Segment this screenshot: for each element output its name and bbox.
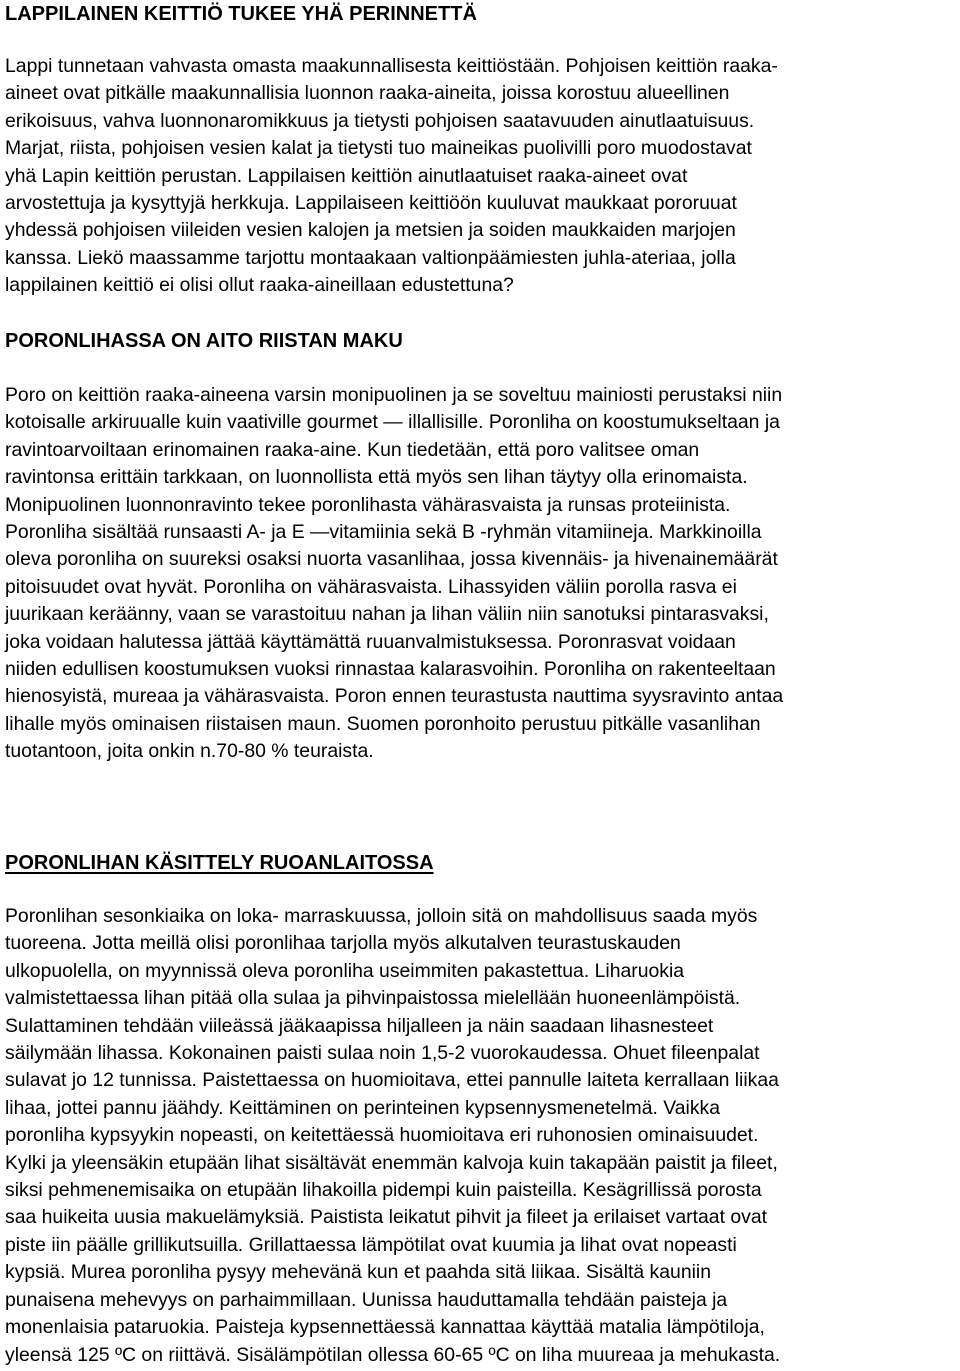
text-line: ulkopuolella, on myynnissä oleva poronliha useimmiten pakastettua. Liharuokia xyxy=(5,959,685,982)
text-line: monenlaisia pataruokia. Paisteja kypsennettäessä kannattaa käyttää matalia lämpötiloja, xyxy=(5,1316,765,1339)
section-paragraph-poronlihassa xyxy=(5,382,783,766)
text-line: lappilainen keittiö ei olisi ollut raaka-aineillaan edustettuna? xyxy=(5,274,514,297)
text-line: aineet ovat pitkälle maakunnallisia luonnon raaka-aineita, joissa korostuu alueellinen xyxy=(5,82,730,105)
text-line: piste iin päälle grillikutsuilla. Grillattaessa lämpötilat ovat kuumia ja lihat ovat nopeasti xyxy=(5,1233,737,1256)
text-line: siksi pehmenemisaika on etupään lihakoilla pidempi kuin paisteilla. Kesägrillissä porosta xyxy=(5,1179,762,1202)
text-line: tuotantoon, joita onkin n.70-80 % teuraista. xyxy=(5,740,374,763)
section-paragraph-kasittely xyxy=(5,903,780,1369)
text-line: arvostettuja ja kysyttyjä herkkuja. Lappilaiseen keittiöön kuuluvat maukkaat pororuuat xyxy=(5,192,737,215)
text-line: joka voidaan halutessa jättää käyttämättä ruuanvalmistuksessa. Poronrasvat voidaan xyxy=(5,630,736,653)
text-line: tuoreena. Jotta meillä olisi poronlihaa tarjolla myös alkutalven teurastuskauden xyxy=(5,932,681,955)
text-line: säilymään lihassa. Kokonainen paisti sulaa noin 1,5-2 vuorokaudessa. Ohuet fileenpalat xyxy=(5,1042,760,1065)
text-line: Lappi tunnetaan vahvasta omasta maakunnallisesta keittiöstään. Pohjoisen keittiön raaka- xyxy=(5,55,778,77)
text-line: yhdessä pohjoisen viileiden vesien kalojen ja metsien ja soiden maukkaiden marjojen xyxy=(5,219,736,242)
text-line: pitoisuudet ovat hyvät. Poronliha on vähärasvaista. Lihassyiden väliin porolla rasva ei xyxy=(5,575,737,598)
text-line: Poro on keittiön raaka-aineena varsin monipuolinen ja se soveltuu mainiosti perustaksi niin xyxy=(5,384,783,406)
text-line: Monipuolinen luonnonravinto tekee poronlihasta vähärasvaista ja runsas proteiinista. xyxy=(5,493,731,516)
text-line: Kylki ja yleensäkin etupään lihat sisältävät enemmän kalvoja kuin takapään paistit ja fileet, xyxy=(5,1151,778,1174)
text-line: Sulattaminen tehdään viileässä jääkaapissa hiljalleen ja näin saadaan lihasnesteet xyxy=(5,1014,714,1037)
text-line: ravintonsa erittäin tarkkaan, on luonnollista että myös sen lihan täytyy olla erinomaista. xyxy=(5,466,748,489)
text-line: punaisena mehevyys on parhaimmillaan. Uunissa hauduttamalla tehdään paisteja ja xyxy=(5,1288,728,1311)
text-line: kypsiä. Murea poronliha pysyy mehevänä kun et paahda sitä liikaa. Sisältä kauniin xyxy=(5,1261,712,1284)
section-heading-poronlihassa: PORONLIHASSA ON AITO RIISTAN MAKU xyxy=(5,330,403,352)
section-paragraph-keittio xyxy=(5,53,778,300)
section-heading-kasittely: PORONLIHAN KÄSITTELY RUOANLAITOSSA xyxy=(5,852,434,874)
text-line: lihaa, jottei pannu jäähdy. Keittäminen on perinteinen kypsennysmenetelmä. Vaikka xyxy=(5,1096,721,1119)
text-line: erikoisuus, vahva luonnonaromikkuus ja tietysti pohjoisen saatavuuden ainutlaatuisuus. xyxy=(5,109,755,132)
text-line: kotoisalle arkiruualle kuin vaativille gourmet — illallisille. Poronliha on koostumukseltaan ja xyxy=(5,411,780,434)
text-line: juurikaan keräänny, vaan se varastoituu nahan ja lihan väliin niin sanotuksi pintarasvaksi, xyxy=(5,603,769,626)
text-line: sulavat jo 12 tunnissa. Paistettaessa on huomioitava, ettei pannulle laiteta kerrallaan liikaa xyxy=(5,1069,779,1092)
text-line: ravintoarvoiltaan erinomainen raaka-aine. Kun tiedetään, että poro valitsee oman xyxy=(5,438,700,461)
section-heading-keittio: LAPPILAINEN KEITTIÖ TUKEE YHÄ PERINNETTÄ xyxy=(5,3,477,25)
text-line: Poronlihan sesonkiaika on loka- marraskuussa, jolloin sitä on mahdollisuus saada myös xyxy=(5,905,758,927)
text-line: poronliha kypsyykin nopeasti, on keitettäessä huomioitava eri ruhonosien ominaisuudet. xyxy=(5,1124,759,1147)
text-line: saa huikeita uusia makuelämyksiä. Paistista leikatut pihvit ja fileet ja erilaiset vartaat ovat xyxy=(5,1206,767,1229)
text-line: valmistettaessa lihan pitää olla sulaa ja pihvinpaistossa mielellään huoneenlämpöistä. xyxy=(5,987,741,1010)
text-line: Marjat, riista, pohjoisen vesien kalat ja tietysti tuo maineikas puolivilli poro muodostavat xyxy=(5,137,752,160)
text-line: kanssa. Liekö maassamme tarjottu montaakaan valtionpäämiesten juhla-ateriaa, jolla xyxy=(5,246,736,269)
text-line: yhä Lapin keittiön perustan. Lappilaisen keittiön ainutlaatuiset raaka-aineet ovat xyxy=(5,164,688,187)
text-line: yleensä 125 ºC on riittävä. Sisälämpötilan ollessa 60-65 ºC on liha muureaa ja mehukasta. xyxy=(5,1343,781,1366)
text-line: lihalle myös ominaisen riistaisen maun. Suomen poronhoito perustuu pitkälle vasanlihan xyxy=(5,712,761,735)
text-line: oleva poronliha on suureksi osaksi nuorta vasanlihaa, jossa kivennäis- ja hivenainemäärät xyxy=(5,548,778,571)
text-line: Poronliha sisältää runsaasti A- ja E —vitamiinia sekä B -ryhmän vitamiineja. Markkinoilla xyxy=(5,521,762,544)
text-line: niiden edullisen koostumuksen vuoksi rinnastaa kalarasvoihin. Poronliha on rakenteeltaan xyxy=(5,658,776,681)
text-line: hienosyistä, mureaa ja vähärasvaista. Poron ennen teurastusta nauttima syysravinto antaa xyxy=(5,685,784,708)
